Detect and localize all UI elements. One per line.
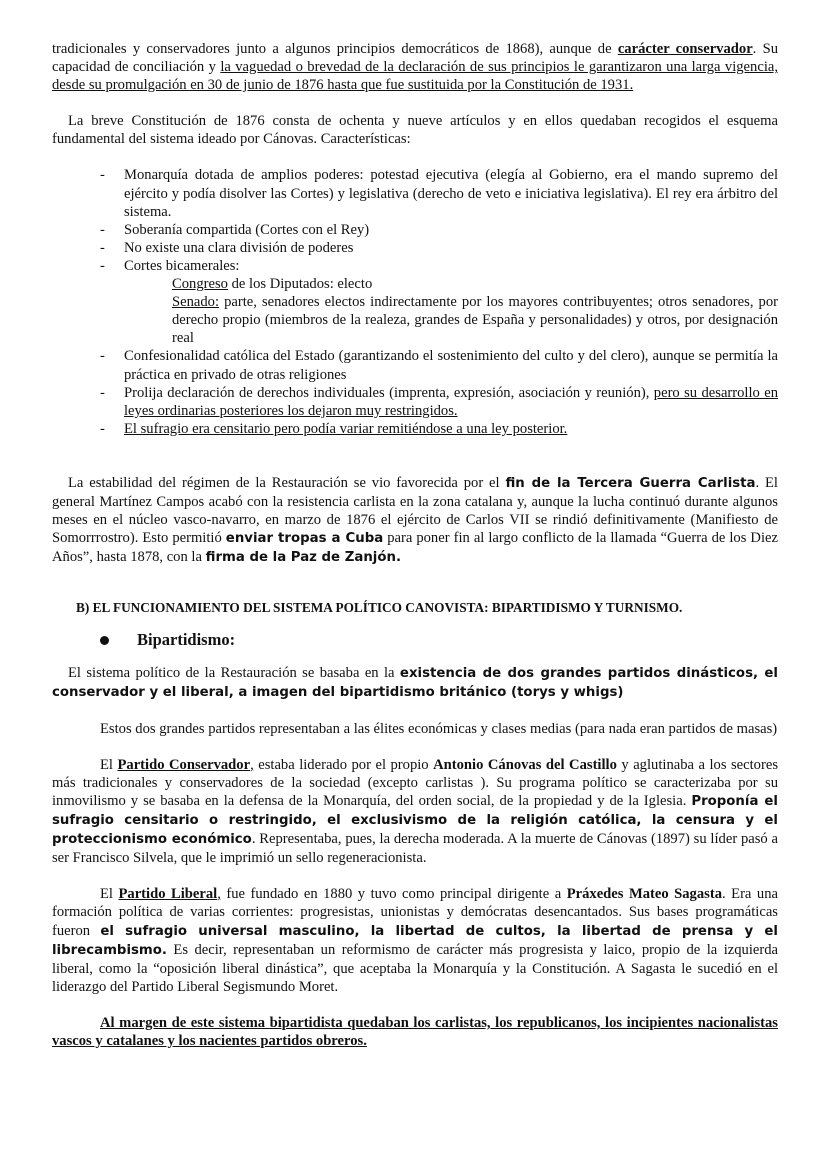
paragraph-partido-conservador bbox=[52, 756, 778, 868]
section-heading-b: B) EL FUNCIONAMIENTO DEL SISTEMA POLÍTICO CANOVISTA: BIPARTIDISMO Y TURNISMO. bbox=[76, 600, 683, 616]
text: . Era una formación política de varias corrientes: progresistas, unionistas y demócratas desencantados. Sus bases programáticas fueron bbox=[52, 886, 778, 939]
text: El bbox=[100, 886, 119, 903]
underlined-text: pero su desarrollo en leyes ordinarias posteriores los dejaron muy restringidos. bbox=[124, 384, 779, 419]
text: fue fundado en 1880 y tuvo como principal dirigente a bbox=[220, 886, 567, 903]
list-item: - Soberanía compartida (Cortes con el Rey) bbox=[52, 221, 778, 239]
emphasis: fin de la Tercera Guerra Carlista bbox=[505, 475, 756, 491]
paragraph-stability bbox=[52, 474, 778, 567]
underlined-text: la vaguedad o brevedad de la declaración de sus principios le garantizaron una larga vigencia, desde su promulgación en 30 de junio de 1876 hasta que fue sustituida por la Constitución de 1931. bbox=[52, 59, 778, 94]
text: , bbox=[250, 756, 254, 773]
paragraph-constitution-1876: La breve Constitución de 1876 consta de ochenta y nueve artículos y en ellos quedaban recogidos el esquema fundamental del sistema ideado por Cánovas. Características: bbox=[52, 113, 778, 148]
party-name: Partido Conservador bbox=[117, 756, 251, 773]
emphasis: Antonio Cánovas del Castillo bbox=[433, 756, 617, 773]
paragraph-elites: Estos dos grandes partidos representaban a las élites económicas y clases medias (para nada eran partidos de masas) bbox=[100, 720, 778, 737]
list-item bbox=[52, 384, 778, 420]
text: La estabilidad del régimen de la Restauración se vio favorecida por el bbox=[68, 474, 506, 491]
paragraph-constitution-intro bbox=[52, 40, 778, 94]
text: . Representaba, pues, la derecha moderada. A la muerte de Cánovas (1897) su líder pasó a ser Francisco Silvela, que le imprimió un sello regeneracionista. bbox=[52, 831, 778, 867]
sub-item-senado bbox=[52, 293, 778, 347]
congreso-label: Congreso bbox=[172, 276, 228, 293]
emphasis: el sufragio universal masculino, la libertad de cultos, la libertad de prensa y el librecambismo. bbox=[52, 923, 778, 958]
text: para poner fin al largo conflicto de la llamada “Guerra de los Diez Años”, hasta 1878, con la bbox=[52, 530, 778, 566]
characteristics-list bbox=[52, 166, 778, 275]
document-page bbox=[52, 40, 778, 1050]
text: . Su capacidad de conciliación y bbox=[52, 41, 778, 76]
underlined-text: El sufragio era censitario pero podía variar remitiéndose a una ley posterior. bbox=[124, 420, 568, 437]
text: parte, senadores electos indirectamente por los mayores contribuyentes; otros senadores, por derecho propio (miembros de la realeza, grandes de España y personalidades) y otros, por designación real bbox=[172, 294, 778, 347]
list-item: - No existe una clara división de poderes bbox=[52, 239, 778, 257]
emphasis: existencia de dos grandes partidos dinásticos, el conservador y el liberal, a imagen del bipartidismo británico (torys y whigs) bbox=[52, 665, 778, 700]
bullet-heading bbox=[52, 631, 778, 649]
paragraph-bipartidismo bbox=[52, 664, 778, 702]
text: de los Diputados: electo bbox=[227, 276, 373, 293]
text: Es decir, representaban un reformismo de carácter más progresista y laico, propio de la izquierda liberal, como la “oposición liberal dinástica”, que aceptaba la Monarquía y la Constitución. A Sagasta le sucedió en el liderazgo del Partido Liberal Segismundo Moret. bbox=[52, 941, 778, 995]
sub-item-congreso bbox=[52, 275, 778, 293]
text: estaba liderado por el propio bbox=[253, 756, 434, 773]
emphasis: Al margen de este sistema bipartidista quedaban los carlistas, los republicanos, los incipientes nacionalistas vascos y catalanes y los nacientes partidos obreros. bbox=[52, 1014, 778, 1050]
text: , bbox=[217, 886, 221, 903]
characteristics-list-cont bbox=[52, 347, 778, 437]
bullet-icon bbox=[100, 636, 109, 645]
text: tradicionales y conservadores junto a algunos principios democráticos de 1868), aunque de bbox=[52, 41, 618, 57]
party-name: Partido Liberal bbox=[118, 886, 218, 903]
emphasis: firma de la Paz de Zanjón. bbox=[205, 550, 401, 566]
list-item bbox=[52, 420, 778, 438]
list-item: - Monarquía dotada de amplios poderes: potestad ejecutiva (elegía al Gobierno, era el mando supremo del ejército y podía disolver las Cortes) y legislativa (derecho de veto e iniciativa legislativa). El rey era árbitro del sistema. bbox=[52, 166, 778, 220]
text: y aglutinaba a los sectores más tradicionales y conservadores de la sociedad (excepto carlistas ). Su programa político se caracterizaba por su inmovilismo y se basaba en la defensa de la Monarquía, del orden social, de la propiedad y de la Iglesia. bbox=[52, 756, 778, 809]
emphasis: Proponía el sufragio censitario o restringido, el exclusivismo de la religión católica, la censura y el proteccionismo económico bbox=[52, 794, 778, 848]
list-item: - Confesionalidad católica del Estado (garantizando el sostenimiento del culto y del clero), aunque se permitía la práctica en privado de otras religiones bbox=[52, 347, 778, 383]
emphasis: carácter conservador bbox=[617, 41, 753, 57]
paragraph-al-margen bbox=[52, 1014, 778, 1050]
senado-label: Senado: bbox=[172, 294, 220, 311]
text: Prolija declaración de derechos individuales (imprenta, expresión, asociación y reunión), bbox=[124, 384, 654, 401]
emphasis: Práxedes Mateo Sagasta bbox=[566, 886, 722, 903]
text: El sistema político de la Restauración se basaba en la bbox=[68, 664, 400, 681]
bullet-heading-text: Bipartidismo: bbox=[137, 630, 236, 650]
list-item: - Cortes bicamerales: bbox=[52, 257, 778, 275]
text: El bbox=[100, 756, 118, 773]
text: . El general Martínez Campos acabó con la resistencia carlista en la zona catalana y, aunque la lucha continuó durante algunos meses en el núcleo vasco-navarro, en marzo de 1876 el ejército de Carlos VII se rindió definitivamente (Manifiesto de Somorrrostro). Esto permitió bbox=[52, 474, 778, 547]
emphasis: enviar tropas a Cuba bbox=[225, 531, 384, 547]
paragraph-partido-liberal bbox=[52, 885, 778, 996]
